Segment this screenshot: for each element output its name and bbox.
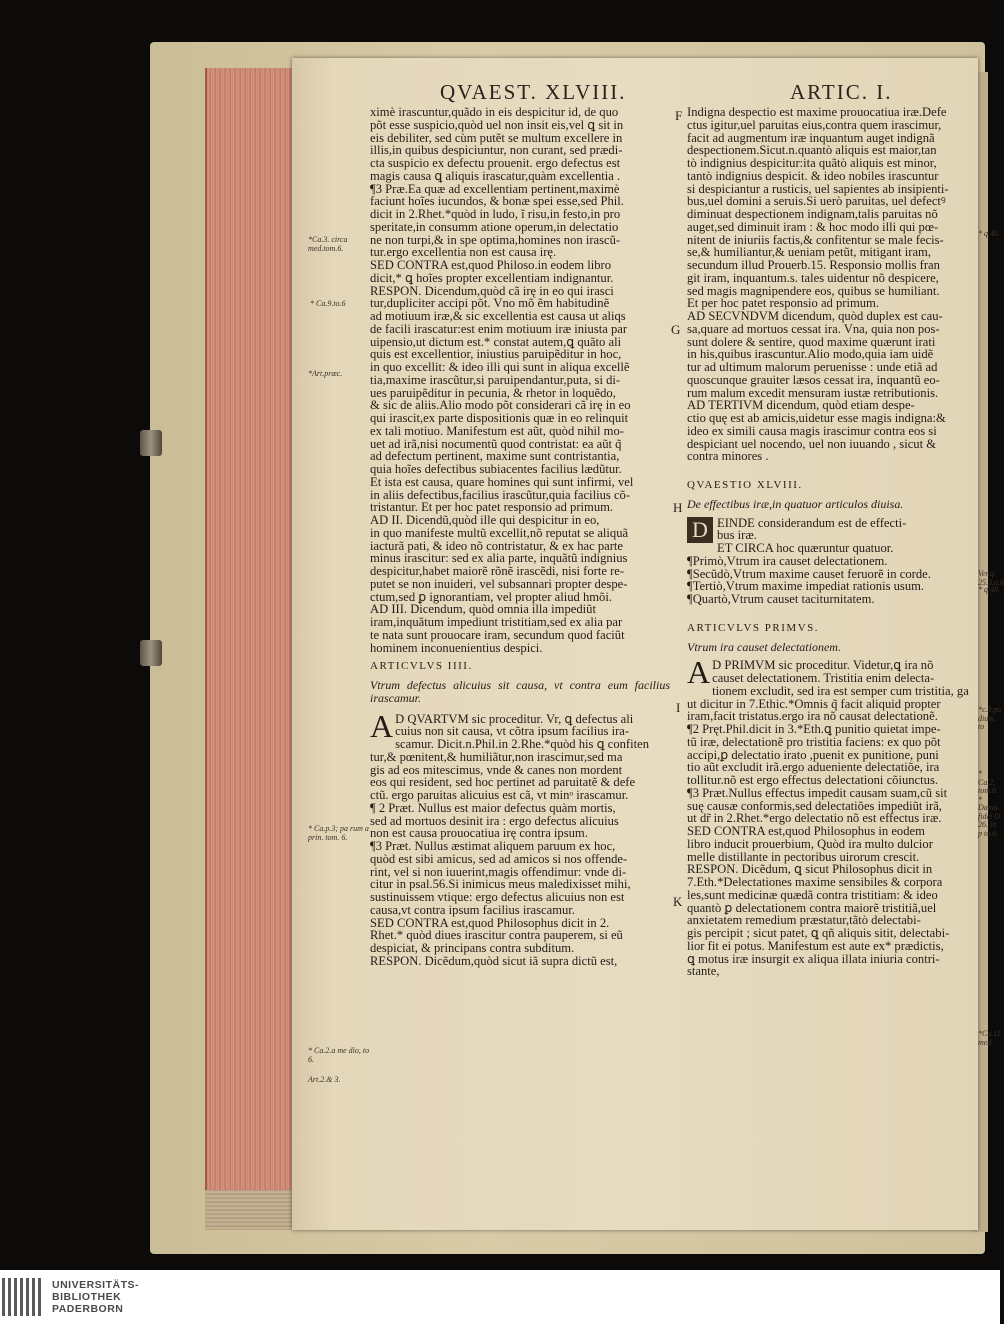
text-line: illis,in quibus despiciuntur, non curant, sed prædi-	[370, 143, 623, 158]
text-line: te nata sunt prouocare iram, secundum quod faciũt	[370, 627, 625, 642]
text-line: causet delectationem. Tristitia enim delecta-	[712, 671, 935, 685]
text-line: despicitur,habet maiorẽ rõnẽ irascẽdi, nisi forte re-	[370, 564, 625, 578]
letter-mark-f: F	[675, 108, 683, 123]
text-line: de facili irascatur:est enim motiuum iræ iniusta par	[370, 321, 628, 336]
text-line: AD SECVNDVM dicendum, quòd duplex est cau-	[687, 309, 943, 323]
text-line: bus iræ.	[717, 528, 757, 543]
text-line: tur.ergo excellentia non est causa irę.	[370, 245, 557, 260]
library-name-line: UNIVERSITÄTS-	[52, 1279, 140, 1291]
margin-note: *c.3.po dium, to	[978, 705, 1002, 731]
margin-note: *Ca.3. circa med.tom.6.	[308, 235, 348, 253]
margin-note: * Ca.9.to.6	[310, 299, 346, 308]
library-footer	[0, 1270, 1000, 1324]
text-line: AD TERTIVM dicendum, quòd etiam despe-	[687, 398, 915, 413]
text-line: sed ad mortuos desinit ira : ergo defectus alicuius	[370, 813, 619, 828]
text-line: quis est excellentior, iniustius paruipẽditur in hoc,	[370, 347, 622, 362]
article-heading: ARTICVLVS IIII.	[370, 660, 473, 673]
text-line: eis debiliter, sed cùm putẽt se multum excellere in	[370, 130, 623, 145]
letter-mark-g: G	[671, 322, 681, 337]
margin-note: * q.48.	[978, 585, 1000, 594]
letter-mark-i: I	[676, 700, 681, 715]
question-heading: QVAESTIO XLVIII.	[687, 479, 803, 491]
margin-note: * Ca.2.a me dio, to 6.	[308, 1046, 370, 1064]
text-line: citur in psal.56.Si inimicus meus maledixisset mihi,	[370, 877, 631, 892]
text-line: facit ad augmentum iræ inquantum auget indignã	[687, 130, 935, 145]
text-line: in quo excellit: & ideo illi qui sunt in aliqua excellẽ	[370, 360, 630, 374]
text-line: ET CIRCA hoc quæruntur quatuor.	[717, 541, 894, 555]
text-line: ¶2 Pręt.Phil.dicit in 3.*Eth.ꝗ punitio quietat impe-	[687, 722, 941, 736]
text-line: eos qui resident, sed hoc pertinet ad paruitatẽ & defe	[370, 775, 636, 790]
text-line: põt esse suspicio,quòd uel non insit eis,vel ꝗ sit in	[370, 117, 624, 132]
text-line: ¶Secũdò,Vtrum maxime causet feruorẽ in corde.	[687, 566, 931, 581]
margin-note: Art.2.& 3.	[308, 1075, 341, 1084]
text-line: melle distillante in pectoribus uirorum crescit.	[687, 849, 920, 864]
text-line: iacturã pati, & ideo nõ contristatur, & ex hac parte	[370, 538, 624, 553]
library-name-line: PADERBORN	[52, 1303, 124, 1315]
text-line: ad motiuum iræ,& sic excellentia est causa ut aliqs	[370, 309, 626, 323]
text-line: ¶3 Præt.Nullus effectus impedit causam suam,cũ sit	[687, 785, 948, 800]
text-line: ut dr̃ in 2.Rhet.*ergo delectatio nõ est effectus iræ.	[687, 811, 942, 826]
text-line: in quo manifeste multũ excellit,nõ reputat se aliquã	[370, 525, 629, 540]
text-line: AD III. Dicendum, quòd omnia illa impediũt	[370, 602, 596, 617]
text-line: dicit,* ꝗ hoĩes propter excellentiam indignantur.	[370, 270, 614, 285]
text-line: suę causæ conformis,sed delectatiões impediũt irã,	[687, 798, 942, 813]
article-question: Vtrum ira causet delectationem.	[687, 639, 841, 654]
running-head-left: QVAEST. XLVIII.	[440, 80, 627, 104]
red-page-edges	[205, 68, 299, 1218]
article-question: Vtrum defectus alicuius sit causa, vt contra eum facilius irascamur.	[370, 678, 670, 705]
text-line: rum malum excedit mensuram iustæ retributionis.	[687, 385, 939, 400]
decorated-initial-d: D	[687, 517, 713, 543]
text-line: Indigna despectio est maxime prouocatiua iræ.Defe	[687, 105, 947, 119]
text-line: ideo ex simili causa magis irascimur contra eos si	[687, 423, 937, 438]
text-line: Rhet.* quòd diues irascitur contra pauperem, si eũ	[370, 928, 623, 943]
text-line: despiciant uel nocendo, uel non iuuando , sicut &	[687, 436, 937, 451]
text-line: iram,inquãtum impediunt tristitiam,sed ex alia par	[370, 615, 623, 629]
text-line: gis ad eos mitescimus, vnde & canes non mordent	[370, 762, 623, 777]
text-line: D QVARTVM sic proceditur. Vr, ꝗ defectus ali	[395, 711, 634, 726]
text-line: SED CONTRA est,quod Philoso.in eodem libro	[370, 258, 612, 272]
text-line: diminuat despectionem indignam,talis paruitas nõ	[687, 207, 938, 221]
article-body	[687, 654, 973, 979]
text-line: quoscunque grauiter læsos cessat ira, inquantũ eo-	[687, 372, 940, 387]
text-line: RESPON. Dicendum,quòd cã irę in eo qui irasci	[370, 283, 614, 298]
text-line: tũ iræ, delectationẽ pro tristitia faciens: ex quo põt	[687, 734, 941, 749]
text-line: les,sunt medicinæ quædã contra tristitiam: & ideo	[687, 887, 938, 902]
text-line: despectionem.Sicut.n.quantò aliquis est maior,tan	[687, 143, 937, 158]
text-line: git iram, inquantum.s. tales uidentur nõ despicere,	[687, 270, 939, 285]
margin-note: *Art.præc.	[308, 369, 343, 378]
text-line: despiciat, & principans contra subditum.	[370, 941, 575, 955]
text-line: ues paruipẽditur in pecunia, & rhetor in loquẽdo,	[370, 385, 616, 400]
letter-mark-h: H	[673, 500, 683, 515]
clasp-bottom	[140, 640, 162, 666]
text-line: auget,sed diminuit iram : & hoc modo illi qui pœ-	[687, 219, 939, 234]
text-line: rint, vel si non iuuerint,magis offendimur: vnde di-	[370, 864, 627, 879]
text-line: tia,maxime irascũtur,si paruipendantur,puta, si di-	[370, 372, 621, 387]
right-column-body	[687, 106, 973, 463]
library-name	[52, 1279, 139, 1315]
text-line: scamur. Dicit.n.Phil.in 2.Rhe.*quòd his ꝗ confiten	[395, 737, 650, 751]
margin-note: * Ca.p.3; pa rum a prin. tom. 6.	[308, 824, 369, 842]
right-text-column	[687, 106, 973, 978]
text-line: faciunt hoĩes iucundos, & bonæ spei esse,sed Phil.	[370, 194, 624, 209]
text-line: putet se non inuideri, vel subsannari propter despe-	[370, 576, 628, 591]
text-line: causa,vt contra ipsum facilius irascamur.	[370, 902, 575, 917]
question-body	[687, 517, 973, 606]
text-line: 7.Eth.*Delectationes maxime sensibiles & corpora	[687, 875, 943, 889]
text-line: quantò ꝑ delectationem contra maiorẽ tristitiã,uel	[687, 900, 937, 915]
text-line: qui irascit,ex parte dispositionis quæ in eo relinquit	[370, 411, 629, 425]
text-line: ¶Primò,Vtrum ira causet delectationem.	[687, 553, 888, 568]
text-line: D PRIMVM sic proceditur. Videtur,ꝗ ira nõ	[712, 658, 934, 673]
letter-mark-k: K	[673, 894, 683, 909]
text-line: ¶Tertiò,Vtrum maxime impediat rationis usum.	[687, 579, 925, 594]
text-line: dicit in 2.Rhet.*quòd in ludo, ĩ risu,in festo,in pro	[370, 207, 621, 221]
text-line: hominem inconuenientius despici.	[370, 640, 543, 655]
text-line: sed magis magnipendere eos, quibus se humiliant.	[687, 283, 940, 298]
text-line: ad defectum pertinent, maxime sunt contristantia,	[370, 449, 620, 464]
text-line: quòd est sibi amicus, sed ad amicos si nos offende-	[370, 851, 628, 866]
text-line: ne non turpi,& in spe optima,homines non irascũ-	[370, 232, 621, 247]
text-line: ctus igitur,uel paruitas eius,contra quem irascimur,	[687, 117, 942, 132]
text-line: EINDE considerandum est de effecti-	[717, 515, 907, 530]
university-library-logo	[2, 1278, 46, 1316]
text-line: cta suspicio ex defectu prouenit. ergo defectus est	[370, 156, 621, 170]
text-line: secundum illud Prouerb.15. Responsio mollis fran	[687, 258, 940, 272]
text-line: nitent de iniuriis factis,& confitentur se male fecis-	[687, 232, 944, 247]
text-line: AD II. Dicendũ,quòd ille qui despicitur in eo,	[370, 513, 600, 527]
text-line: ꝗ motus iræ insurgit ex aliqua illata iniuria contri-	[687, 951, 940, 966]
article-heading: ARTICVLVS PRIMVS.	[687, 621, 820, 634]
left-column-body	[370, 106, 670, 654]
text-line: tò indignius despicitur:ita quãtò aliquis est minor,	[687, 156, 937, 170]
text-line: sunt dolere & sentire, quod maxime quærunt irati	[687, 334, 936, 349]
text-line: & sic de aliis.Alio modo põt considerari cã irę in eo	[370, 398, 631, 413]
text-line: ut dicitur in 7.Ethic.*Omnis q̃ facit aliquid propter	[687, 696, 941, 711]
text-line: magis causa ꝗ aliquis irascatur,quàm excellentia .	[370, 168, 621, 183]
text-line: tur,dupliciter accipi põt. Vno mõ ẽm habitudinẽ	[370, 296, 610, 311]
text-line: accipi,ꝑ delectatio irato ,puenit ex punitione, puni	[687, 747, 939, 762]
text-line: ¶3 Præ.Ea quæ ad excellentiam pertinent,maximè	[370, 181, 620, 196]
text-line: tristantur. Et per hoc patet responsio ad primum.	[370, 500, 614, 515]
text-line: ximè irascuntur,quãdo in eis despicitur id, de quo	[370, 105, 619, 119]
margin-note: * Ca.2. tom.6. * Dama. fidei O 26. in p to.6.	[978, 769, 1000, 838]
text-line: SED CONTRA est,quod Philosophus dicit in 2.	[370, 915, 610, 930]
text-line: ctũ. ergo paruitas alicuius est cã, vt minᵒ irascamur.	[370, 788, 629, 802]
text-line: sustinuissem vtique: ergo defectus alicuius non est	[370, 890, 625, 904]
clasp-top	[140, 430, 162, 456]
text-line: si despiciantur a rusticis, uel sapientes ab insipienti-	[687, 181, 949, 196]
drop-capital-a: A	[687, 654, 711, 691]
text-line: se,& humiliantur,& ueniam petũt, mitigant iram,	[687, 245, 931, 260]
drop-capital-a: A	[370, 707, 394, 744]
text-line: uipensio,ut dictum est.* constat autem,ꝗ quãto ali	[370, 334, 622, 349]
text-line: cuius non sit causa, vt cõtra ipsum facilius ira-	[395, 724, 630, 739]
text-line: ¶Quartò,Vtrum causet taciturnitatem.	[687, 592, 875, 606]
text-line: lior fit ei potus. Manifestum est aute ex* prædictis,	[687, 938, 944, 953]
text-line: ctio quę est ab amicis,uidetur esse magis indigna:&	[687, 411, 946, 425]
text-line: tollitur.nõ est ergo effectus delectationi cõiunctus.	[687, 773, 938, 787]
text-line: tio aũt excludit irã.ergo adueniente delectatiõe, ira	[687, 760, 940, 775]
page-edges-bottom	[205, 1190, 305, 1230]
text-line: tionem excludit, sed ira est semper cum tristitia, ga	[712, 683, 969, 698]
text-line: ex tali motiuo. Manifestum est aũt, quòd nihil mo-	[370, 423, 624, 438]
text-line: bus,uel domini a seruis.Si uerò paruitas, uel defectꝰ	[687, 194, 946, 209]
text-line: sa,quare ad mortuos cessat ira. Vna, quia non pos-	[687, 321, 940, 336]
text-line: stante,	[687, 964, 720, 979]
margin-note: * q.46.	[978, 229, 1000, 238]
text-line: tur ad ultimum malorum peruenisse : unde etiã ad	[687, 360, 938, 374]
left-text-column	[370, 106, 670, 968]
text-line: libro inducit prouerbium, Quòd ira multo dulcior	[687, 836, 933, 851]
text-line: gis percipit ; sicut patet, ꝗ qñ aliquis sitit, delectabi-	[687, 926, 950, 940]
running-head-right: ARTIC. I.	[790, 80, 893, 104]
margin-note: Ver.q. 25.3.a.6	[978, 569, 1004, 587]
text-line: RESPON. Dicẽdum, ꝗ sicut Philosophus dicit in	[687, 862, 933, 877]
text-line: non est causa prouocatiua irę contra ipsum.	[370, 826, 588, 841]
text-line: uet ad irã,nisi nocumentũ quod contristat: ea aũt q̃	[370, 436, 622, 451]
text-line: quia hoĩes defectibus subiacentes facilius lædũtur.	[370, 462, 622, 476]
text-line: tantò indignius despicit. & ideo nobiles irascuntur	[687, 168, 939, 183]
text-line: tur,& pœnitent,& humiliãtur,non irascimur,sed ma	[370, 749, 623, 764]
question-subtitle: De effectibus iræ,in quatuor articulos diuisa.	[687, 496, 904, 511]
article-body	[370, 707, 670, 968]
text-line: contra minores .	[687, 449, 769, 464]
text-line: anxietatem remedium præstatur,tãtò delectabi-	[687, 913, 921, 928]
text-line: speritate,in consumm atione operum,in delectatio	[370, 219, 619, 234]
text-line: ctum,sed ꝑ ignorantiam, vel propter aliud hmõi.	[370, 589, 612, 604]
text-line: in aliis defectibus,facilius irascũtur,quia facilius cõ-	[370, 487, 631, 502]
text-line: Et per hoc patet responsio ad primum.	[687, 296, 880, 311]
margin-note: *Ca.11 med.	[978, 1029, 1001, 1047]
text-line: ¶3 Præt. Nullus æstimat aliquem paruum ex hoc,	[370, 839, 616, 853]
text-line: iram,facit tristatus.ergo ira nõ causat delectationẽ.	[687, 709, 938, 724]
text-line: ¶ 2 Præt. Nullus est maior defectus quàm mortis,	[370, 800, 616, 815]
text-line: RESPON. Dicẽdum,quòd sicut iã supra dictũ est,	[370, 953, 618, 968]
text-line: SED CONTRA est,quod Philosophus in eodem	[687, 824, 925, 838]
library-name-line: BIBLIOTHEK	[52, 1291, 122, 1303]
text-line: minus irascitur: sed ex alia parte, inquãtũ indignius	[370, 551, 628, 566]
text-line: Et ista est causa, quare homines qui sunt infirmi, vel	[370, 474, 634, 489]
text-line: in his,quibus irascuntur.Alio modo,quia iam uidẽ	[687, 347, 934, 362]
